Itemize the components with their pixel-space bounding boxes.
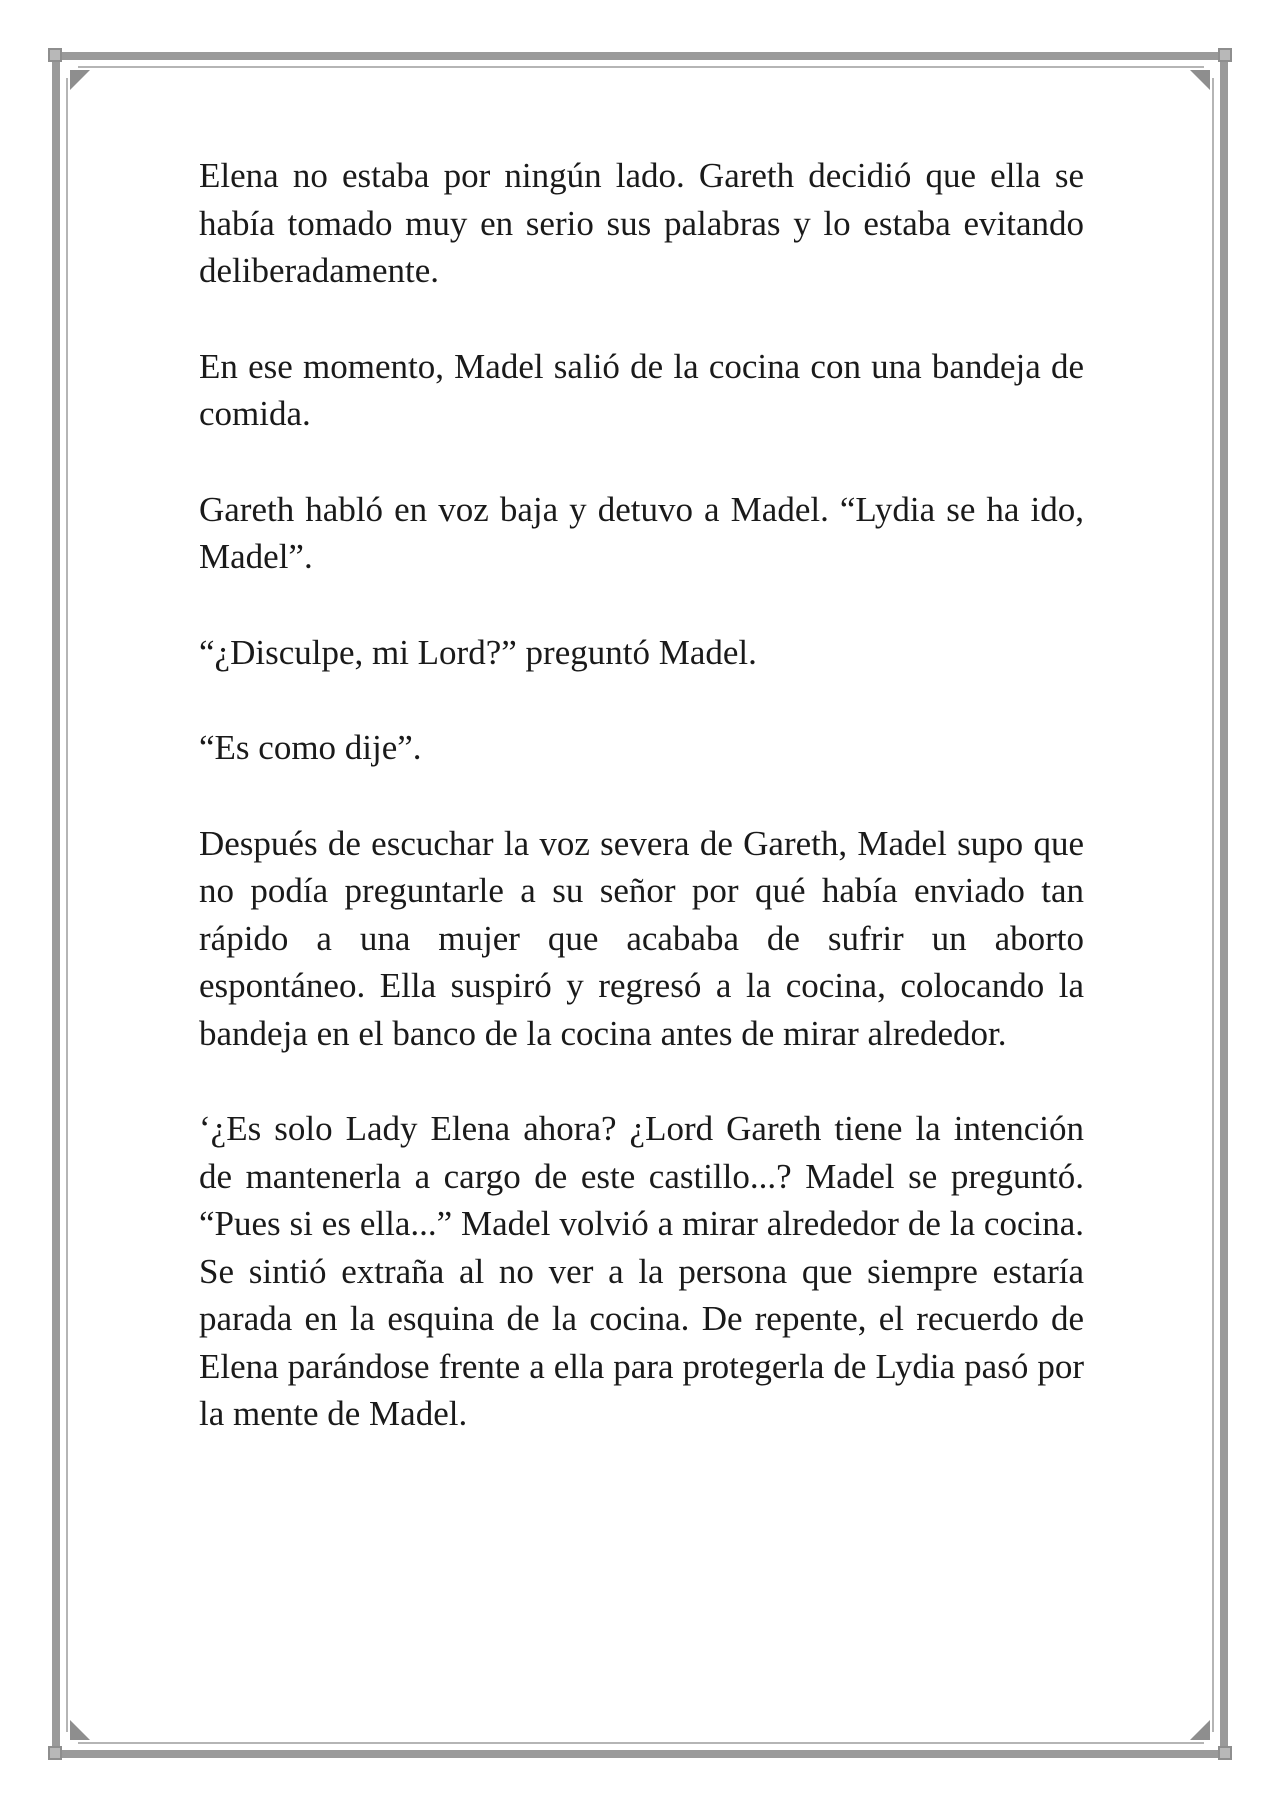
frame-top-border [62, 52, 1220, 60]
corner-ornament-top-left [48, 48, 62, 62]
frame-right-inner-border [1212, 78, 1214, 1732]
frame-left-border [52, 62, 60, 1748]
corner-ornament-bottom-right [1218, 1746, 1232, 1760]
corner-ornament-bottom-left [48, 1746, 62, 1760]
frame-right-border [1220, 62, 1228, 1748]
frame-top-inner-border [78, 66, 1204, 68]
page-body-text [199, 152, 1084, 1438]
corner-triangle-top-right-icon [1190, 70, 1210, 90]
corner-triangle-top-left-icon [70, 70, 90, 90]
frame-bottom-border [62, 1750, 1220, 1758]
paragraph: Elena no estaba por ningún lado. Gareth decidió que ella se había tomado muy en serio sus palabras y lo estaba evitando deliberadamente. [199, 156, 1084, 290]
frame-left-inner-border [66, 78, 68, 1732]
corner-triangle-bottom-left-icon [70, 1720, 90, 1740]
corner-triangle-bottom-right-icon [1190, 1720, 1210, 1740]
paragraph: Después de escuchar la voz severa de Gareth, Madel supo que no podía preguntarle a su señor por qué había enviado tan rápido a una mujer que acababa de sufrir un aborto espontáneo. Ella suspiró y regresó a la cocina, colocando la bandeja en el banco de la cocina antes de mirar alrededor. [199, 823, 1084, 1053]
paragraph: En ese momento, Madel salió de la cocina con una bandeja de comida. [199, 346, 1084, 433]
paragraph: ‘¿Es solo Lady Elena ahora? ¿Lord Gareth tiene la intención de mantenerla a cargo de este castillo...? Madel se preguntó. “Pues si es ella...” Madel volvió a mirar alrededor de la cocina. Se sintió extraña al no ver a la persona que siempre estaría parada en la esquina de la cocina. De repente, el recuerdo de Elena parándose frente a ella para protegerla de Lydia pasó por la mente de Madel. [199, 1109, 1084, 1433]
frame-bottom-inner-border [78, 1742, 1204, 1744]
corner-ornament-top-right [1218, 48, 1232, 62]
paragraph: Gareth habló en voz baja y detuvo a Madel. “Lydia se ha ido, Madel”. [199, 489, 1084, 576]
paragraph: “¿Disculpe, mi Lord?” preguntó Madel. [199, 632, 757, 672]
paragraph: “Es como dije”. [199, 728, 422, 767]
